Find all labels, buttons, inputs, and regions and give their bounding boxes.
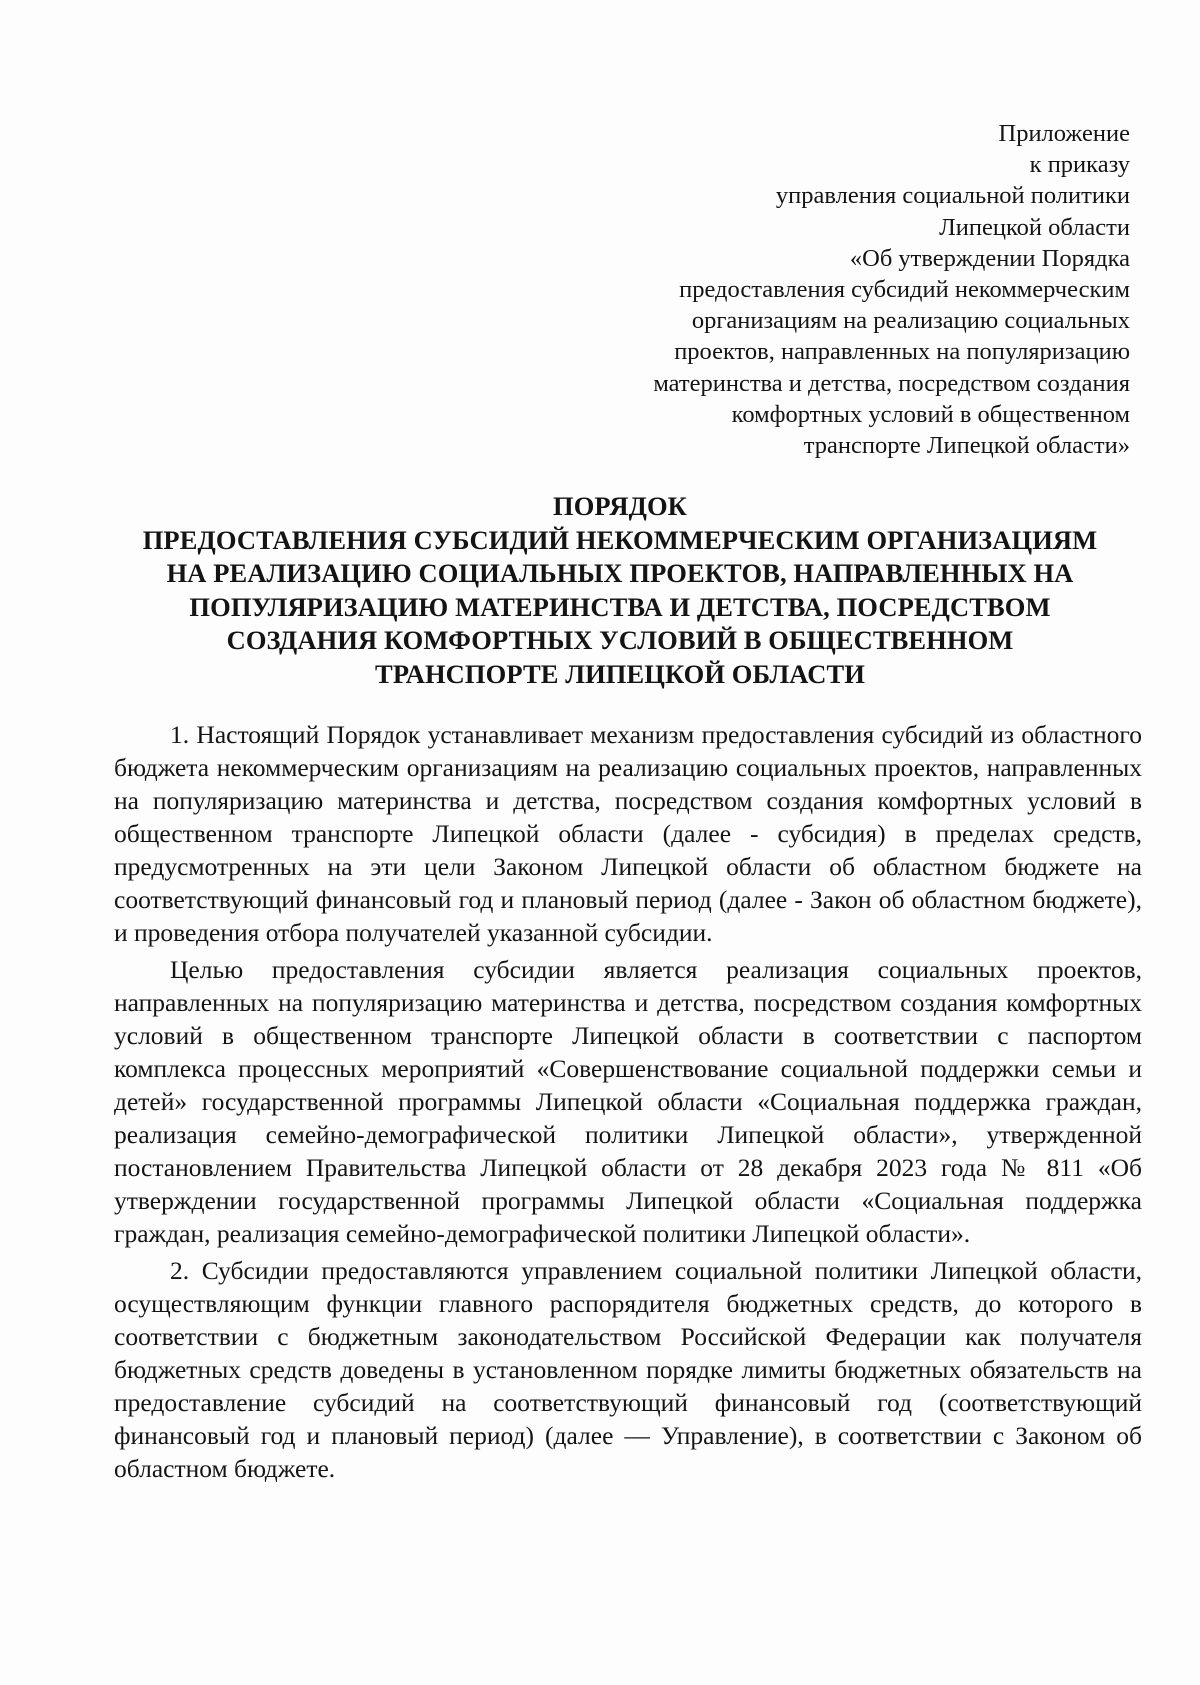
appendix-line: управления социальной политики bbox=[775, 182, 1130, 210]
appendix-line: комфортных условий в общественном bbox=[731, 400, 1130, 428]
appendix-line: организациям на реализацию социальных bbox=[691, 307, 1130, 335]
document-body bbox=[114, 718, 1142, 1489]
appendix-line: «Об утверждении Порядка bbox=[849, 244, 1130, 272]
title-line: ПРЕДОСТАВЛЕНИЯ СУБСИДИЙ НЕКОММЕРЧЕСКИМ ОРГАНИЗАЦИЯМ bbox=[142, 524, 1098, 555]
appendix-header bbox=[570, 118, 1130, 461]
appendix-line: предоставления субсидий некоммерческим bbox=[679, 276, 1130, 304]
appendix-line: Липецкой области bbox=[939, 213, 1130, 241]
document-title bbox=[100, 490, 1140, 691]
title-line: ТРАНСПОРТЕ ЛИПЕЦКОЙ ОБЛАСТИ bbox=[375, 658, 865, 689]
title-line: ПОПУЛЯРИЗАЦИЮ МАТЕРИНСТВА И ДЕТСТВА, ПОСРЕДСТВОМ bbox=[189, 591, 1051, 622]
body-paragraph: 2. Субсидии предоставляются управлением социальной политики Липецкой области, осуществляющим функции главного распорядителя бюджетных средств, до которого в соответствии с бюджетным законодательством Российской Федерации как получателя бюджетных средств доведены в установленном порядке лимиты бюджетных обязательств на предоставление субсидий на соответствующий финансовый год (соответствующий финансовый год и плановый период) (далее — Управление), в соответствии с Законом об областном бюджете. bbox=[114, 1256, 1142, 1483]
title-line: СОЗДАНИЯ КОМФОРТНЫХ УСЛОВИЙ В ОБЩЕСТВЕННОМ bbox=[226, 625, 1014, 655]
title-line: НА РЕАЛИЗАЦИЮ СОЦИАЛЬНЫХ ПРОЕКТОВ, НАПРАВЛЕННЫХ НА bbox=[166, 558, 1074, 588]
appendix-line: к приказу bbox=[1029, 151, 1130, 179]
title-line: ПОРЯДОК bbox=[553, 491, 687, 521]
body-paragraph: Целью предоставления субсидии является реализация социальных проектов, направленных на популяризацию материнства и детства, посредством создания комфортных условий в общественном транспорте Липецкой области в соответствии с паспортом комплекса процессных мероприятий «Совершенствование социальной поддержки семьи и детей» государственной программы Липецкой области «Социальная поддержка граждан, реализация семейно-демографической политики Липецкой области», утвержденной постановлением Правительства Липецкой области от 28 декабря 2023 года № 811 «Об утверждении государственной программы Липецкой области «Социальная поддержка граждан, реализация семейно-демографической политики Липецкой области». bbox=[114, 955, 1142, 1248]
appendix-line: проектов, направленных на популяризацию bbox=[674, 338, 1130, 366]
appendix-line: Приложение bbox=[998, 120, 1130, 147]
body-paragraph: 1. Настоящий Порядок устанавливает механизм предоставления субсидий из областного бюджета некоммерческим организациям на реализацию социальных проектов, направленных на популяризацию материнства и детства, посредством создания комфортных условий в общественном транспорте Липецкой области (далее - субсидия) в пределах средств, предусмотренных на эти цели Законом Липецкой области об областном бюджете на соответствующий финансовый год и плановый период (далее - Закон об областном бюджете), и проведения отбора получателей указанной субсидии. bbox=[114, 720, 1142, 947]
appendix-line: материнства и детства, посредством создания bbox=[653, 369, 1130, 397]
appendix-line: транспорте Липецкой области» bbox=[803, 432, 1130, 460]
